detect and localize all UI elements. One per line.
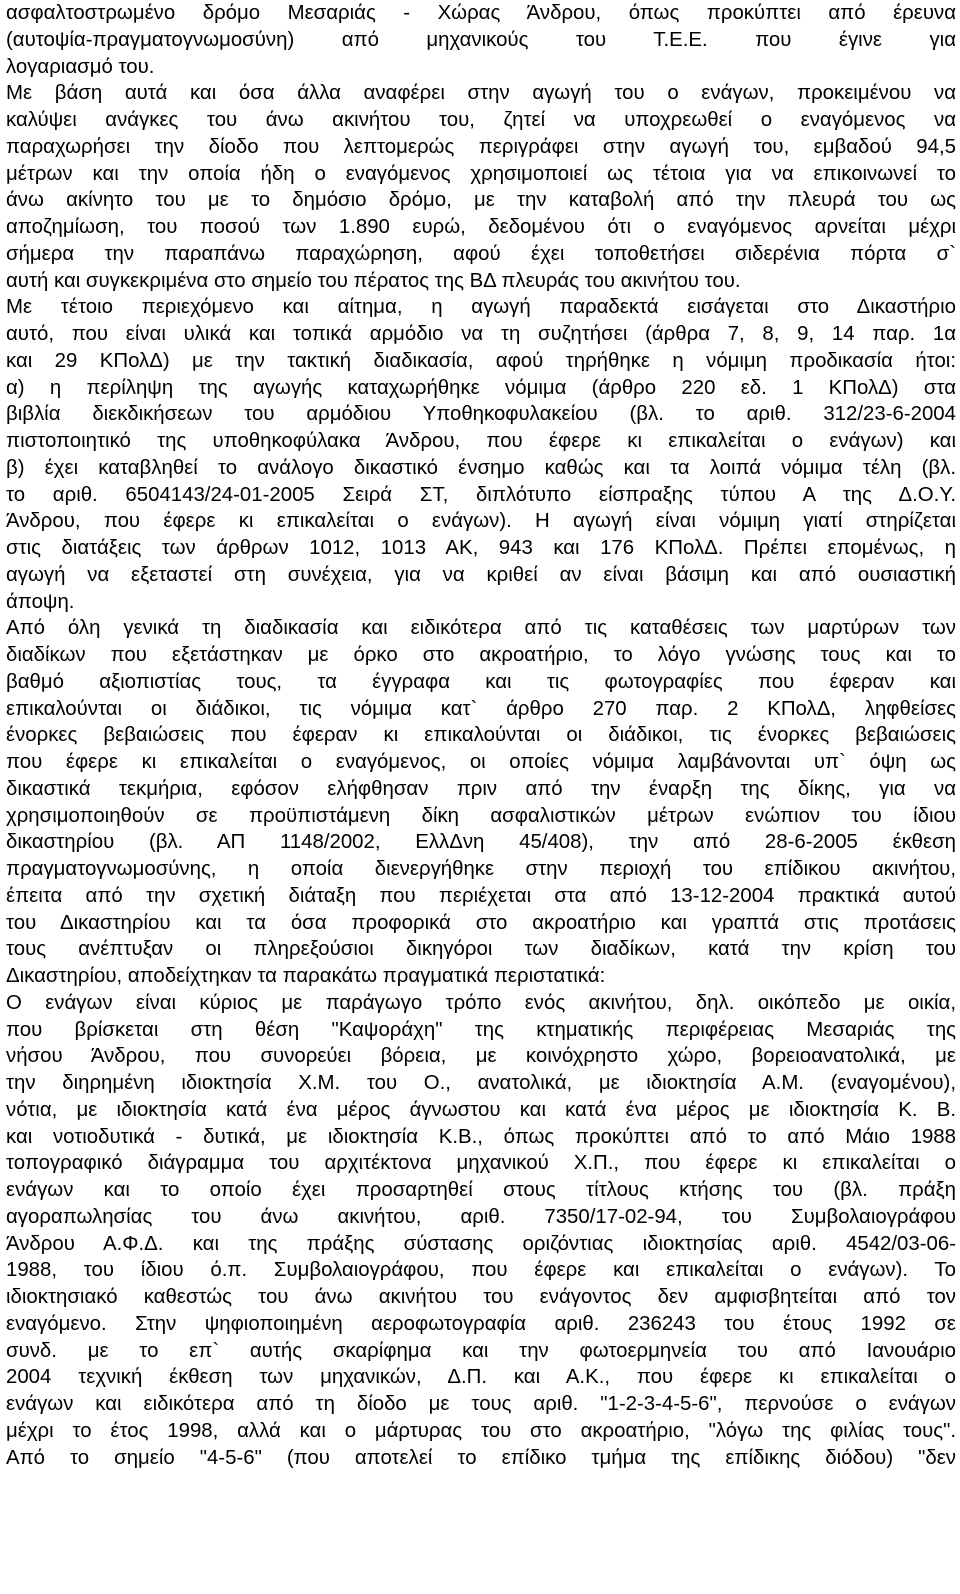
document-line: βαθμό αξιοπιστίας τους, τα έγγραφα και τις φωτογραφίες που έφεραν και — [6, 670, 956, 693]
document-line: Από το σημείο "4-5-6" (που αποτελεί το επίδικο τμήμα της επίδικης διόδου) "δεν — [6, 1446, 956, 1469]
document-line: 2004 τεχνική έκθεση των μηχανικών, Δ.Π. και Α.Κ., που έφερε κι επικαλείται ο — [6, 1366, 956, 1389]
document-line: αυτή και συγκεκριμένα στο σημείο του πέρατος της ΒΔ πλευράς του ακινήτου του. — [6, 269, 741, 292]
document-line: που έφερε κι επικαλείται ο εναγόμενος, οι οποίες νόμιμα λαμβάνονται υπ` όψη ως — [6, 751, 956, 773]
document-line: μέχρι το έτος 1998, αλλά και ο μάρτυρας του στο ακροατήριο, "λόγω της φιλίας τους". — [6, 1419, 956, 1442]
document-line: Άνδρου Α.Φ.Δ. και της πράξης σύστασης οριζόντιας ιδιοκτησίας αριθ. 4542/03-06- — [6, 1232, 956, 1255]
document-line: άνω ακίνητο του με το δημόσιο δρόμο, με την καταβολή από την πλευρά του ως — [6, 189, 956, 212]
document-line: στις διατάξεις των άρθρων 1012, 1013 ΑΚ, 943 και 176 ΚΠολΔ. Πρέπει επομένως, η — [6, 537, 956, 559]
document-line: πραγματογνωμοσύνης, η οποία διενεργήθηκε στην περιοχή του επίδικου ακινήτου, — [6, 858, 956, 880]
document-line: πιστοποιητικό της υποθηκοφύλακα Άνδρου, που έφερε κι επικαλείται ο ενάγων) και — [6, 430, 956, 452]
document-line: Από όλη γενικά τη διαδικασία και ειδικότερα από τις καταθέσεις των μαρτύρων των — [6, 617, 956, 640]
document-line: λογαριασμό του. — [6, 55, 155, 78]
document-line: την διηρημένη ιδιοκτησία Χ.Μ. του Ο., ανατολικά, με ιδιοκτησία Α.Μ. (εναγομένου), — [6, 1072, 956, 1094]
document-line: και νοτιοδυτικά - δυτικά, με ιδιοκτησία Κ.Β., όπως προκύπτει από το από Μάιο 1988 — [6, 1125, 956, 1148]
document-line: το αριθ. 6504143/24-01-2005 Σειρά ΣΤ, διπλότυπο είσπραξης τύπου Α της Δ.Ο.Υ. — [6, 483, 956, 506]
document-line: βιβλία διεκδικήσεων του αρμόδιου Υποθηκοφυλακείου (βλ. το αριθ. 312/23-6-2004 — [6, 403, 956, 426]
document-line: έπειτα από την σχετική διάταξη που περιέχεται στα από 13-12-2004 πρακτικά αυτού — [6, 884, 956, 907]
document-line: συνδ. με το επ` αυτής σκαρίφημα και την φωτοερμηνεία του από Ιανουάριο — [6, 1339, 956, 1362]
document-page — [6, 0, 956, 1471]
document-line: Με βάση αυτά και όσα άλλα αναφέρει στην αγωγή του ο ενάγων, προκειμένου να — [6, 82, 956, 105]
document-line: νήσου Άνδρου, που συνορεύει βόρεια, με κοινόχρηστο χώρο, βορειοανατολικά, με — [6, 1045, 956, 1068]
document-line: Άνδρου, που έφερε κι επικαλείται ο ενάγων). Η αγωγή είναι νόμιμη γιατί στηρίζεται — [6, 510, 956, 533]
document-line: ενάγων και ειδικότερα από τη δίοδο με τους αριθ. "1-2-3-4-5-6", περνούσε ο ενάγων — [6, 1393, 956, 1415]
document-line: α) η περίληψη της αγωγής καταχωρήθηκε νόμιμα (άρθρο 220 εδ. 1 ΚΠολΔ) στα — [6, 376, 956, 399]
document-line: διαδίκων που εξετάστηκαν με όρκο στο ακροατήριο, το λόγο γνώσης τους και το — [6, 644, 956, 666]
document-line: αγοραπωλησίας του άνω ακινήτου, αριθ. 7350/17-02-94, του Συμβολαιογράφου — [6, 1205, 956, 1228]
document-line: ενάγων και το οποίο έχει προσαρτηθεί στους τίτλους κτήσης του (βλ. πράξη — [6, 1179, 956, 1201]
document-line: δικαστηρίου (βλ. ΑΠ 1148/2002, ΕλλΔνη 45/408), την από 28-6-2005 έκθεση — [6, 831, 956, 854]
document-line: εναγόμενο. Στην ψηφιοποιημένη αεροφωτογραφία αριθ. 236243 του έτους 1992 σε — [6, 1312, 956, 1335]
document-line: καλύψει ανάγκες του άνω ακινήτου του, ζητεί να υποχρεωθεί ο εναγόμενος να — [6, 109, 956, 131]
document-line: 1988, του ίδιου ό.π. Συμβολαιογράφου, που έφερε και επικαλείται ο ενάγων). Το — [6, 1259, 956, 1282]
document-line: νότια, με ιδιοκτησία κατά ένα μέρος άγνωστου και κατά ένα μέρος με ιδιοκτησία Κ. Β. — [6, 1098, 956, 1121]
document-line: παραχωρήσει την δίοδο που λεπτομερώς περιγράφει στην αγωγή του, εμβαδού 94,5 — [6, 135, 956, 158]
document-line: ιδιοκτησιακό καθεστώς του άνω ακινήτου του ενάγοντος δεν αμφισβητείται από τον — [6, 1286, 956, 1308]
document-line: χρησιμοποιηθούν σε προϋπιστάμενη δίκη ασφαλιστικών μέτρων ενώπιον του ίδιου — [6, 804, 956, 827]
document-line: που βρίσκεται στη θέση "Καψοράχη" της κτηματικής περιφέρειας Μεσαριάς της — [6, 1018, 956, 1041]
document-line: αυτό, που είναι υλικά και τοπικά αρμόδιο να τη συζητήσει (άρθρα 7, 8, 9, 14 παρ. 1α — [6, 323, 956, 345]
document-line: ασφαλτοστρωμένο δρόμο Μεσαριάς - Χώρας Άνδρου, όπως προκύπτει από έρευνα — [6, 2, 956, 24]
document-line: Ο ενάγων είναι κύριος με παράγωγο τρόπο ενός ακινήτου, δηλ. οικόπεδο με οικία, — [6, 991, 956, 1014]
document-line: άποψη. — [6, 590, 75, 613]
document-line: τους ανέπτυξαν οι πληρεξούσιοι δικηγόροι των διαδίκων, κατά την κρίση του — [6, 938, 956, 961]
document-line: Με τέτοιο περιεχόμενο και αίτημα, η αγωγή παραδεκτά εισάγεται στο Δικαστήριο — [6, 296, 956, 319]
document-line: τοπογραφικό διάγραμμα του αρχιτέκτονα μηχανικού Χ.Π., που έφερε κι επικαλείται ο — [6, 1152, 956, 1175]
document-line: και 29 ΚΠολΔ) με την τακτική διαδικασία, αφού τηρήθηκε η νόμιμη προδικασία ήτοι: — [6, 349, 956, 372]
document-line: (αυτοψία-πραγματογνωμοσύνη) από μηχανικούς του Τ.Ε.Ε. που έγινε για — [6, 28, 956, 51]
document-line: ένορκες βεβαιώσεις που έφεραν κι επικαλούνται οι διάδικοι, τις ένορκες βεβαιώσεις — [6, 724, 956, 747]
document-line: του Δικαστηρίου και τα όσα προφορικά στο ακροατήριο και γραπτά στις προτάσεις — [6, 911, 956, 934]
document-line: αποζημίωση, του ποσού των 1.890 ευρώ, δεδομένου ότι ο εναγόμενος αρνείται μέχρι — [6, 216, 956, 238]
document-line: επικαλούνται οι διάδικοι, τις νόμιμα κατ` άρθρο 270 παρ. 2 ΚΠολΔ, ληφθείσες — [6, 697, 956, 720]
document-line: μέτρων και την οποία ήδη ο εναγόμενος χρησιμοποιεί ως τέτοια για να επικοινωνεί το — [6, 162, 956, 185]
document-line: αγωγή να εξεταστεί στη συνέχεια, για να κριθεί αν είναι βάσιμη και από ουσιαστική — [6, 563, 956, 586]
document-line: Δικαστηρίου, αποδείχτηκαν τα παρακάτω πραγματικά περιστατικά: — [6, 965, 606, 987]
document-line: δικαστικά τεκμήρια, εφόσον ελήφθησαν πριν από την έναρξη της δίκης, για να — [6, 777, 956, 800]
document-line: β) έχει καταβληθεί το ανάλογο δικαστικό ένσημο καθώς και τα λοιπά νόμιμα τέλη (βλ. — [6, 456, 956, 479]
document-line: σήμερα την παραπάνω παραχώρηση, αφού έχει τοποθετήσει σιδερένια πόρτα σ` — [6, 242, 956, 265]
